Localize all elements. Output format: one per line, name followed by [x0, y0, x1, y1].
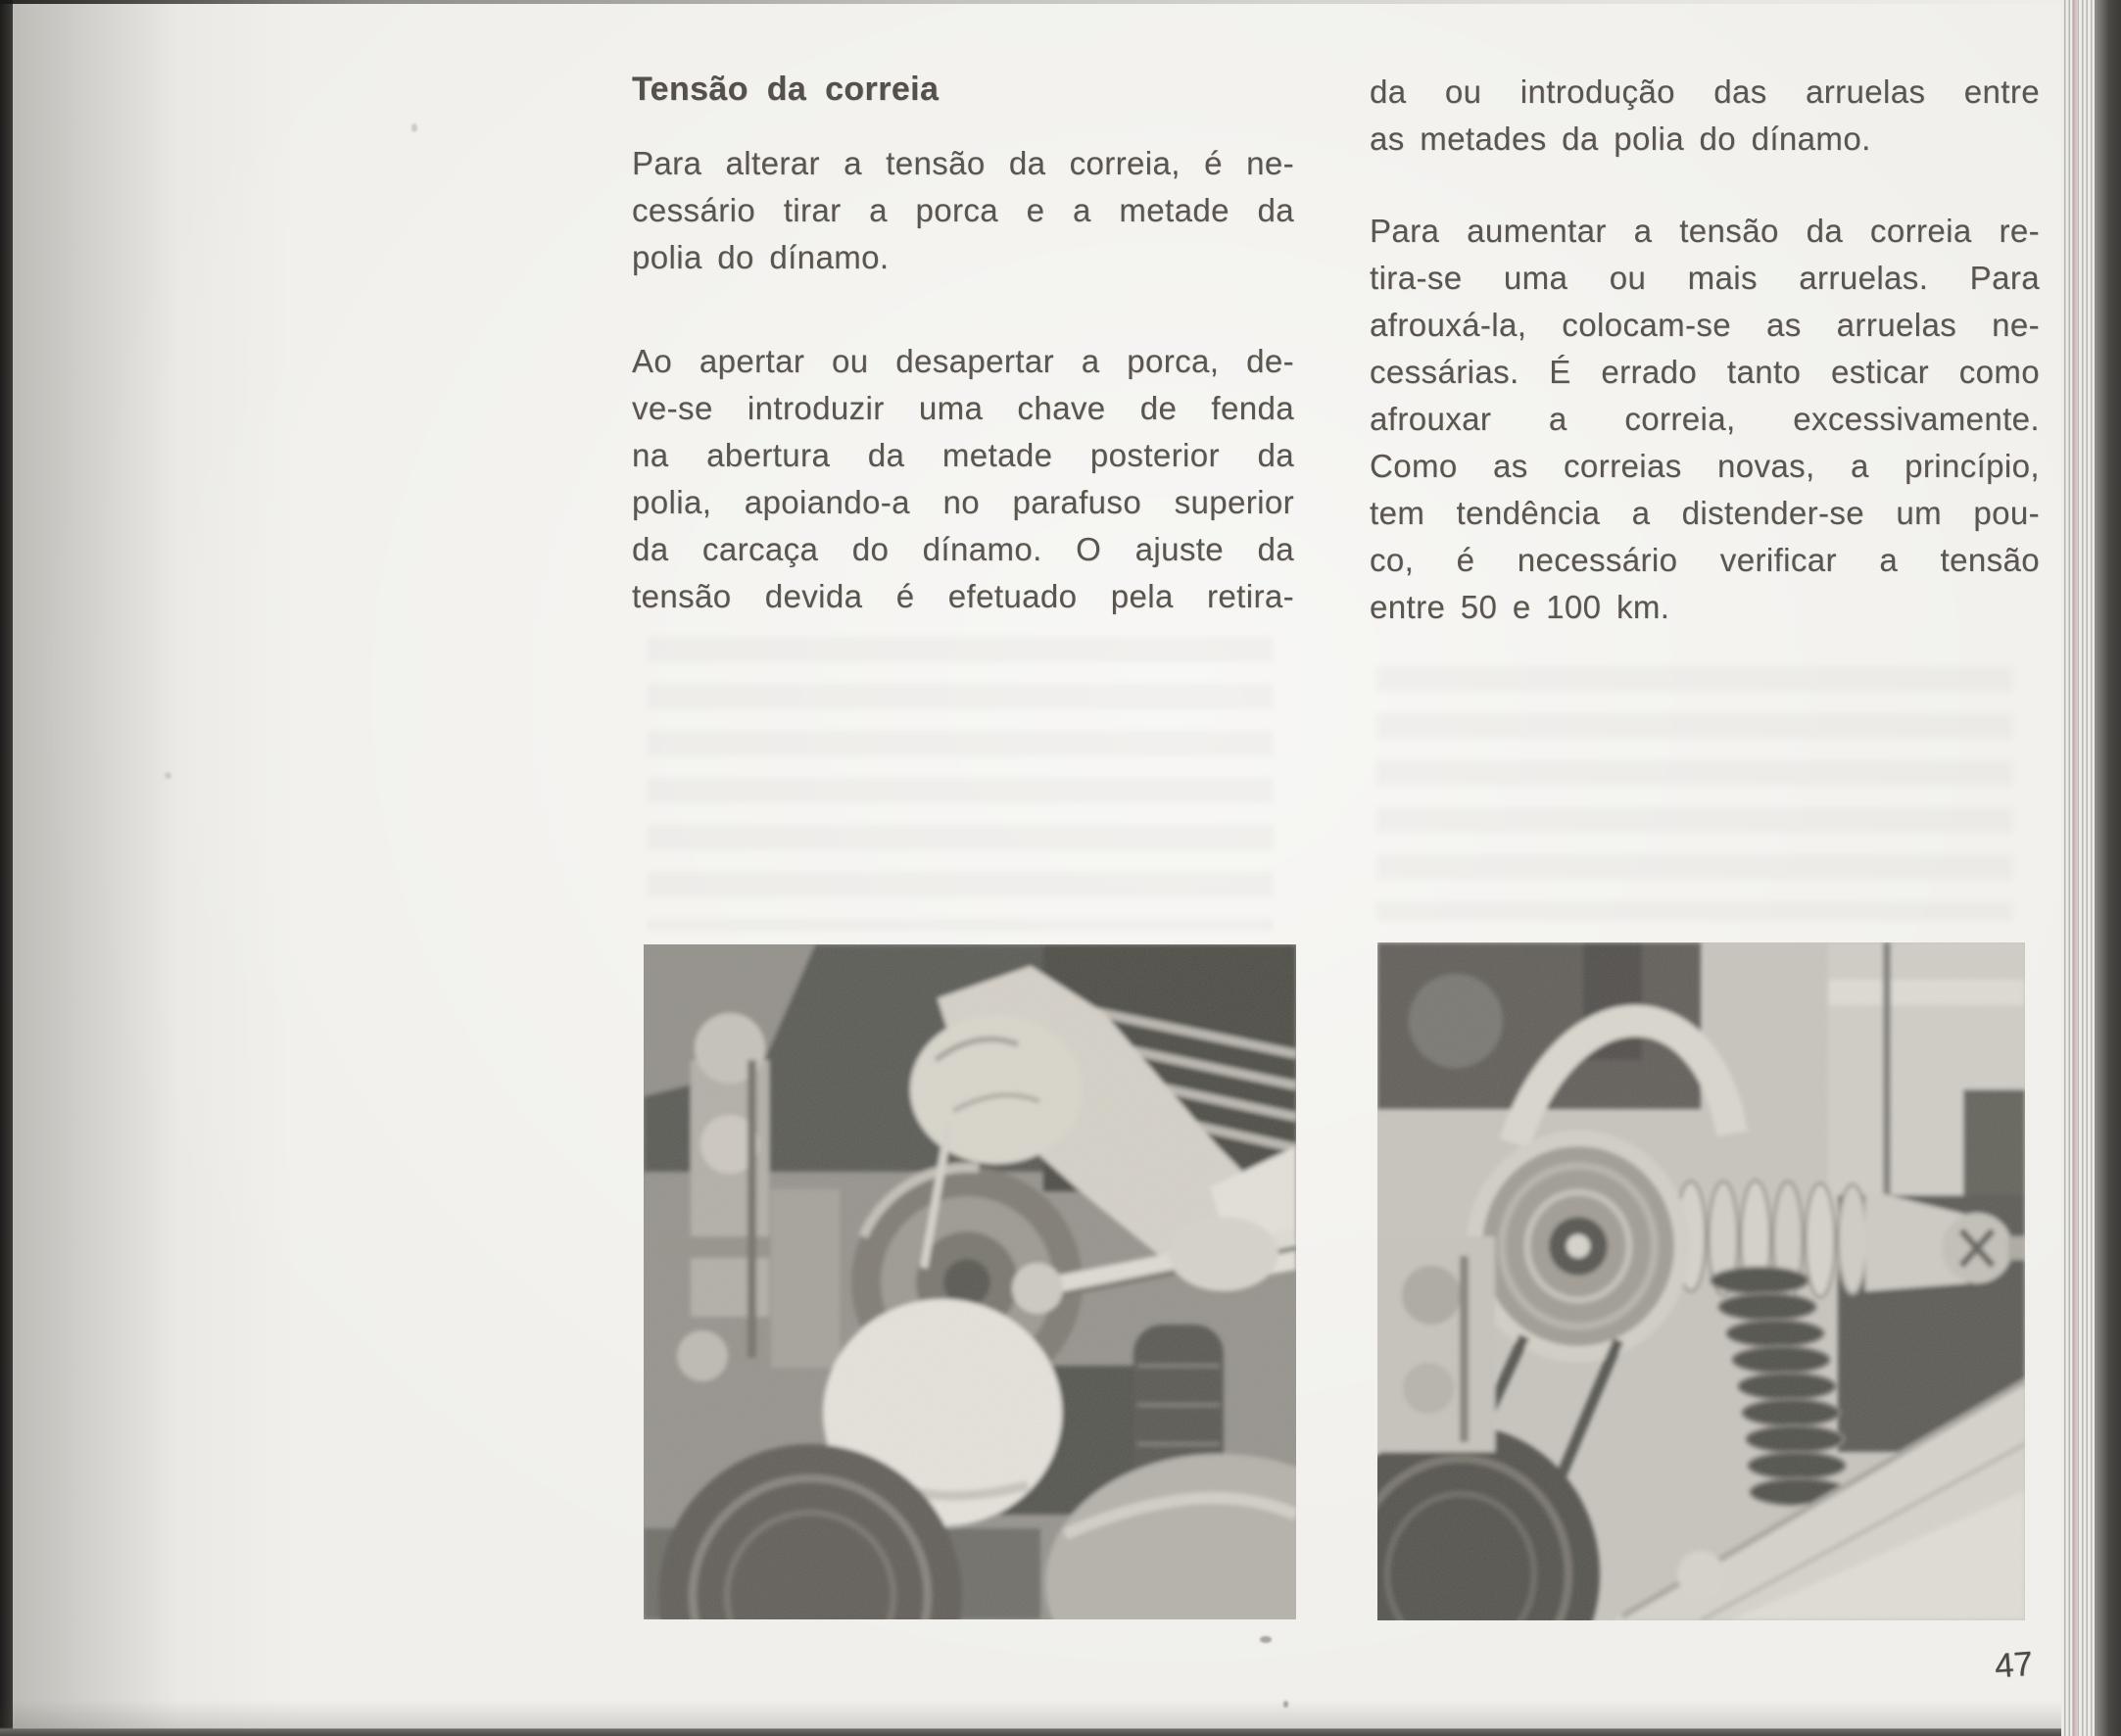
book-spine-shadow	[13, 0, 179, 1736]
text-line: na abertura da metade posterior da	[632, 437, 1294, 473]
paragraph	[632, 140, 1294, 281]
section-heading: Tensão da correia	[632, 71, 940, 108]
scan-bottom-shadow	[0, 1700, 2121, 1727]
text-line: co, é necessário verificar a tensão	[1370, 542, 2040, 578]
bleed-through-text	[1376, 666, 2013, 921]
photo-engine-generator-pulley	[1377, 942, 2025, 1620]
text-line: ve-se introduzir uma chave de fenda	[632, 390, 1294, 426]
dust-speck	[1260, 1636, 1272, 1643]
text-line: da ou introdução das arruelas entre	[1370, 73, 2040, 110]
text-line: cessárias. É errado tanto esticar como	[1370, 354, 2040, 390]
text-line: afrouxar a correia, excessivamente.	[1370, 401, 2040, 437]
text-line: tira-se uma ou mais arruelas. Para	[1370, 260, 2040, 296]
paragraph	[632, 338, 1294, 620]
book-page-stack-edge	[2061, 0, 2121, 1736]
book-spine-edge	[0, 0, 13, 1736]
text-line: da carcaça do dínamo. O ajuste da	[632, 531, 1294, 567]
text-line: afrouxá-la, colocam-se as arruelas ne-	[1370, 307, 2040, 343]
text-line: polia do dínamo.	[632, 239, 890, 275]
text-line: tem tendência a distender-se um pou-	[1370, 495, 2040, 531]
page-edge-stripes	[2061, 0, 2095, 1736]
photo-belt-tension-adjustment	[644, 944, 1296, 1619]
text-line: Como as correias novas, a princípio,	[1370, 448, 2040, 484]
text-line: cessário tirar a porca e a metade da	[632, 192, 1294, 228]
scan-top-edge	[0, 0, 2121, 4]
text-line: Para alterar a tensão da correia, é ne-	[632, 145, 1294, 181]
text-line: as metades da polia do dínamo.	[1370, 121, 1871, 157]
dust-speck	[1283, 1701, 1288, 1708]
page-edge-pink-stripe	[2072, 0, 2077, 1736]
text-line: polia, apoiando-a no parafuso superior	[632, 484, 1294, 520]
page-number: 47	[1993, 1644, 2035, 1686]
book-cover-edge	[2095, 0, 2121, 1736]
dust-speck	[411, 123, 417, 132]
text-line: Ao apertar ou desapertar a porca, de-	[632, 343, 1294, 379]
paragraph	[1370, 208, 2040, 631]
dust-speck	[165, 772, 171, 779]
scan-bottom-edge	[0, 1727, 2121, 1736]
paragraph	[1370, 69, 2040, 163]
bleed-through-text	[647, 637, 1274, 931]
text-line: Para aumentar a tensão da correia re-	[1370, 213, 2040, 249]
text-line: tensão devida é efetuado pela retira-	[632, 578, 1294, 614]
text-line: entre 50 e 100 km.	[1370, 589, 1670, 625]
